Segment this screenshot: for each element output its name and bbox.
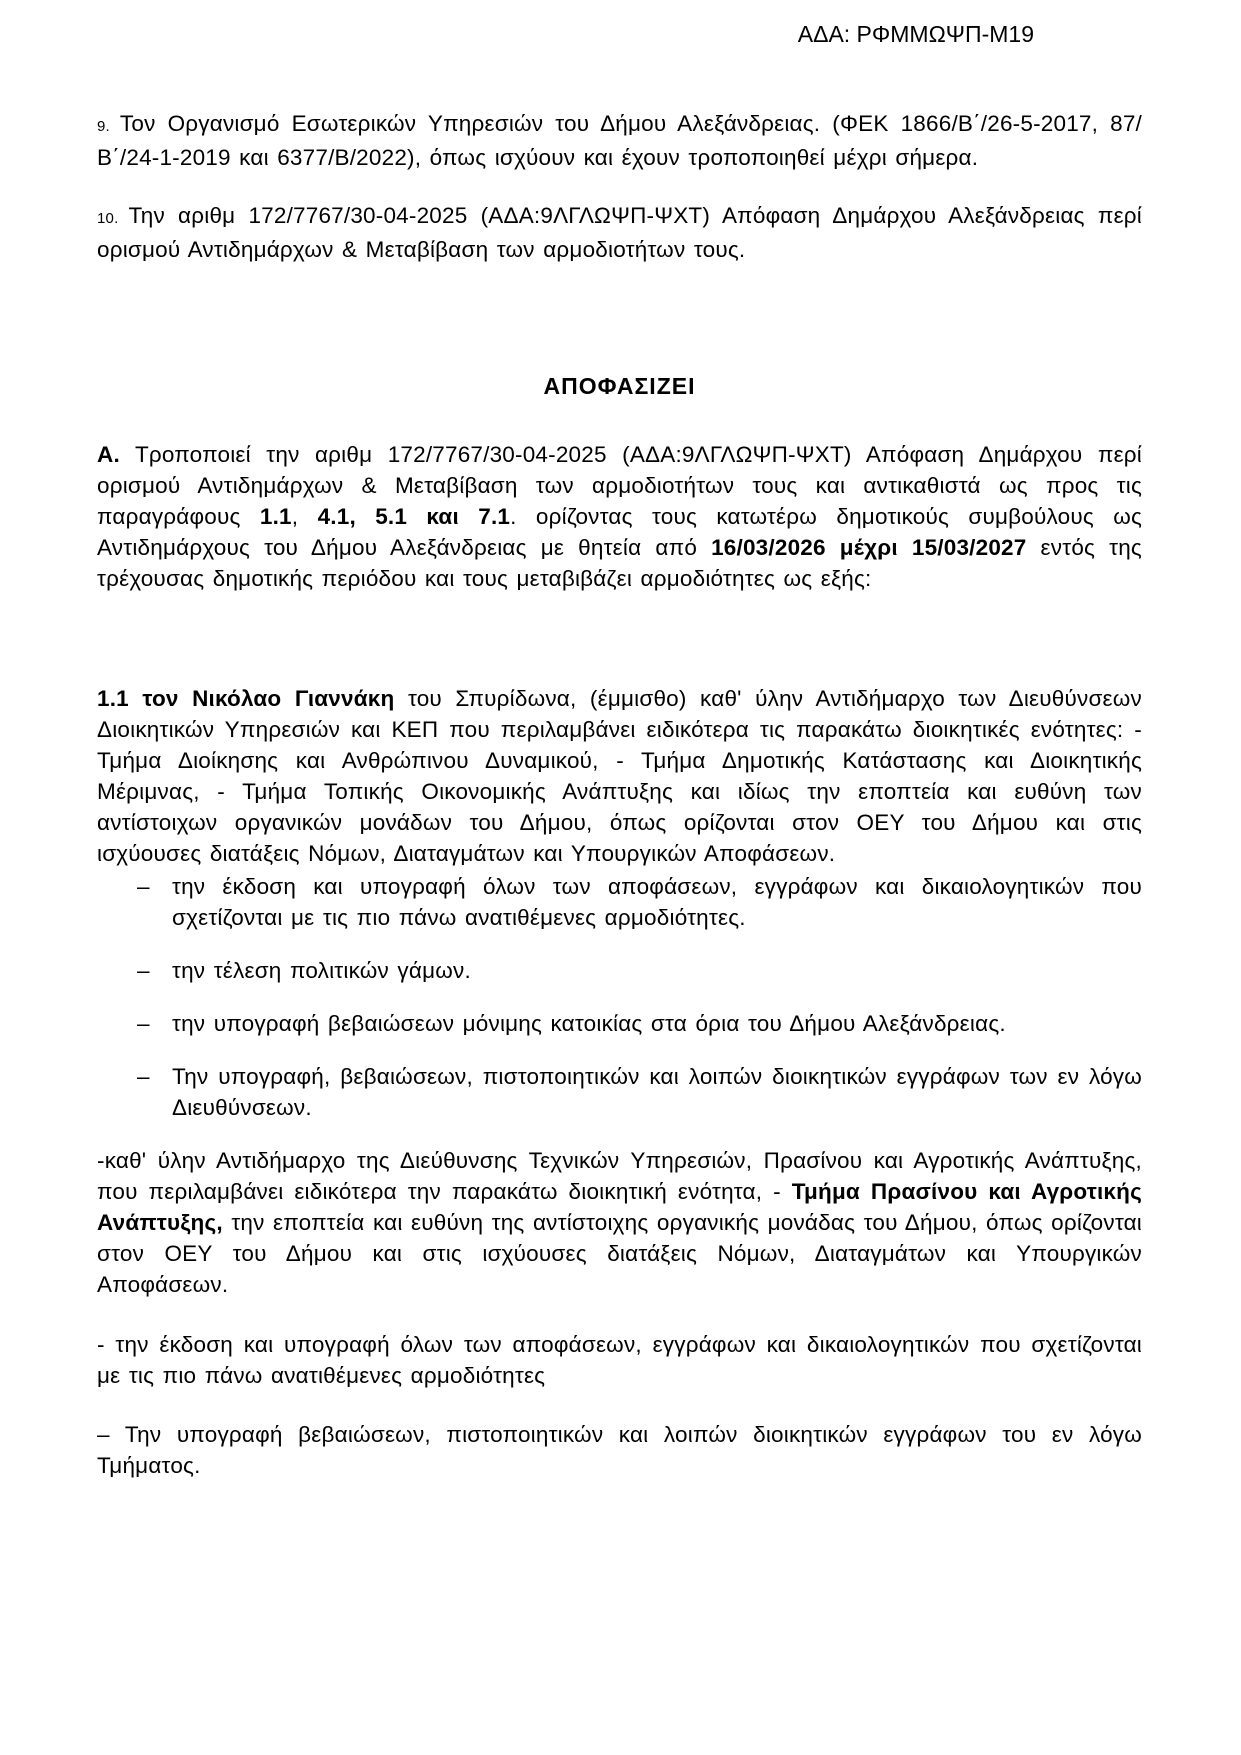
- paragraph-technical-services: -καθ' ύλην Αντιδήμαρχο της Διεύθυνσης Τεχνικών Υπηρεσιών, Πρασίνου και Αγροτικής Ανάπτυξης, που περιλαμβάνει ειδικότερα την παρακάτω διοικητική ενότητα, - Τμήμα Πρασίνου και Αγροτικής Ανάπτυξης, την εποπτεία και ευθύνη της αντίστοιχης οργανικής μονάδας του Δήμου, όπως ορίζονται στον ΟΕΥ του Δήμου και στις ισχύουσες διατάξεις Νόμων, Διαταγμάτων και Υπουργικών Αποφάσεων.: [97, 1148, 1143, 1297]
- duty-item: [97, 1061, 1142, 1123]
- duty-item: [97, 955, 1142, 986]
- item-number: 10.: [97, 210, 119, 227]
- dash-bullet: –: [137, 1064, 150, 1089]
- duty-text: την υπογραφή βεβαιώσεων μόνιμης κατοικίας στα όρια του Δήμου Αλεξάνδρειας.: [172, 1011, 1006, 1036]
- ada-code: ΑΔΑ: ΡΦΜΜΩΨΠ-Μ19: [797, 21, 1034, 47]
- dash-bullet: –: [137, 874, 150, 899]
- duty-item: [97, 1008, 1142, 1039]
- item-text: Τον Οργανισμό Εσωτερικών Υπηρεσιών του Δήμου Αλεξάνδρειας. (ΦΕΚ 1866/Β΄/26-5-2017, 87/Β΄/24-1-2019 και 6377/Β/2022), όπως ισχύουν και έχουν τροποποιηθεί μέχρι σήμερα.: [97, 111, 1142, 170]
- duty-item: [97, 871, 1142, 933]
- duty-list: [97, 871, 1142, 1123]
- item-number: 9.: [97, 118, 110, 135]
- decision-heading: ΑΠΟΦΑΣΙΖΕΙ: [543, 373, 696, 399]
- dash-bullet: –: [137, 1011, 150, 1036]
- paragraph-1-1: 1.1 τον Νικόλαο Γιαννάκη του Σπυρίδωνα, (έμμισθο) καθ' ύλην Αντιδήμαρχο των Διευθύνσεων Διοικητικών Υπηρεσιών και ΚΕΠ που περιλαμβάνει ειδικότερα τις παρακάτω διοικητικές ενότητες: - Τμήμα Διοίκησης και Ανθρώπινου Δυναμικού, - Τμήμα Δημοτικής Κατάστασης και Διοικητικής Μέριμνας, - Τμήμα Τοπικής Οικονομικής Ανάπτυξης και ιδίως την εποπτεία και ευθύνη των αντίστοιχων οργανικών μονάδων του Δήμου, όπως ορίζονται στον ΟΕΥ του Δήμου και στις ισχύουσες διατάξεις Νόμων, Διαταγμάτων και Υπουργικών Αποφάσεων.: [97, 686, 1142, 866]
- duty-text: την έκδοση και υπογραφή όλων των αποφάσεων, εγγράφων και δικαιολογητικών που σχετίζονται με τις πιο πάνω ανατιθέμενες αρμοδιότητες.: [172, 874, 1142, 930]
- duty-text: την τέλεση πολιτικών γάμων.: [172, 958, 471, 983]
- preamble-item-9: [97, 108, 1142, 173]
- paragraph-a: Α. Τροποποιεί την αριθμ 172/7767/30-04-2025 (ΑΔΑ:9ΛΓΛΩΨΠ-ΨΧΤ) Απόφαση Δημάρχου περί ορισμού Αντιδημάρχων & Μεταβίβαση των αρμοδιοτήτων τους και αντικαθιστά ως προς τις παραγράφους 1.1, 4.1, 5.1 και 7.1. ορίζοντας τους κατωτέρω δημοτικούς συμβούλους ως Αντιδημάρχους του Δήμου Αλεξάνδρειας με θητεία από 16/03/2026 μέχρι 15/03/2027 εντός της τρέχουσας δημοτικής περιόδου και τους μεταβιβάζει αρμοδιότητες ως εξής:: [97, 442, 1143, 591]
- item-text: Την αριθμ 172/7767/30-04-2025 (ΑΔΑ:9ΛΓΛΩΨΠ-ΨΧΤ) Απόφαση Δημάρχου Αλεξάνδρειας περί ορισμού Αντιδημάρχων & Μεταβίβαση των αρμοδιοτήτων τους.: [97, 203, 1142, 262]
- paragraph-signature-duty: – Την υπογραφή βεβαιώσεων, πιστοποιητικών και λοιπών διοικητικών εγγράφων του εν λόγω Τμήματος.: [97, 1422, 1142, 1478]
- dash-bullet: –: [137, 958, 150, 983]
- duty-text: Την υπογραφή, βεβαιώσεων, πιστοποιητικών και λοιπών διοικητικών εγγράφων των εν λόγω Διευθύνσεων.: [172, 1064, 1142, 1120]
- preamble-item-10: [97, 200, 1142, 265]
- document-body: [0, 108, 1241, 1481]
- paragraph-issuance-duty: - την έκδοση και υπογραφή όλων των αποφάσεων, εγγράφων και δικαιολογητικών που σχετίζονται με τις πιο πάνω ανατιθέμενες αρμοδιότητες: [97, 1332, 1142, 1388]
